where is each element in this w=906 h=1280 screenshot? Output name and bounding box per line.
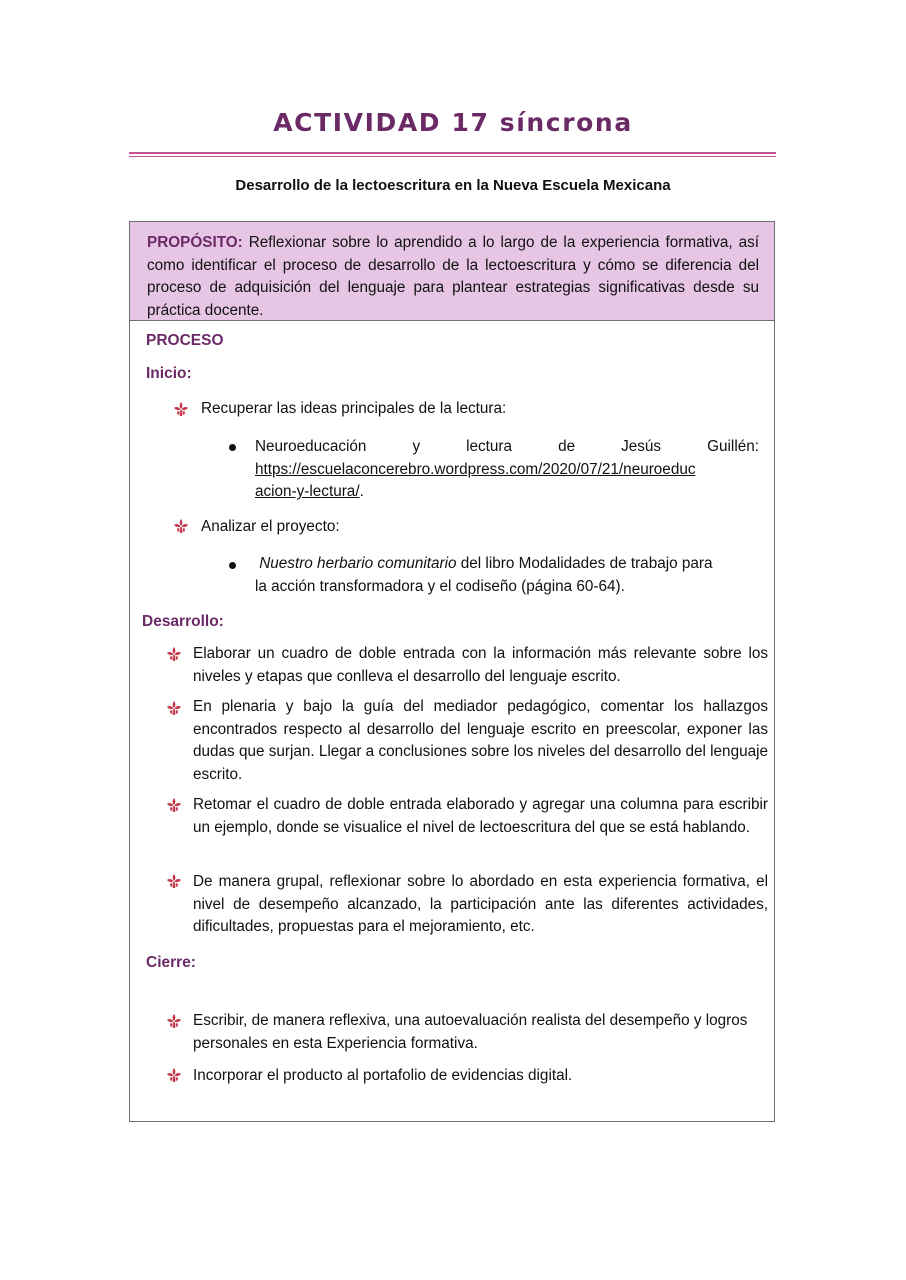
reading-author-line: [255, 436, 759, 459]
reading-link-cont[interactable]: acion-y-lectura/: [255, 483, 360, 501]
cierre-item-2: Incorporar el producto al portafolio de evidencias digital.: [193, 1067, 573, 1084]
desarrollo-item-3: Retomar el cuadro de doble entrada elaborado y agregar una columna para escribir un ejemplo, donde se visualice el nivel de lectoescritura del que se está hablando.: [193, 796, 768, 836]
reading-reference: [255, 436, 759, 504]
fleur-bullet-icon: [173, 401, 189, 417]
purpose-text: Reflexionar sobre lo aprendido a lo largo de la experiencia formativa, así como identificar el proceso de desarrollo de la lectoescritura y cómo se diferencia del proceso de adquisición del lenguaje para plantear estrategias significativas desde su práctica docente.: [147, 234, 760, 319]
desarrollo-heading: Desarrollo:: [142, 613, 224, 630]
inicio-item-1: Recuperar las ideas principales de la lectura:: [201, 400, 507, 417]
purpose-text-block: [147, 232, 759, 322]
project-reference: [255, 553, 765, 598]
desarrollo-item-4: De manera grupal, reflexionar sobre lo abordado en esta experiencia formativa, el nivel de desempeño alcanzado, la participación ante las diferentes actividades, dificultades, propuestas para el mejoramiento, etc.: [193, 873, 768, 936]
subtitle: Desarrollo de la lectoescritura en la Nueva Escuela Mexicana: [235, 177, 671, 194]
word: lectura: [466, 438, 513, 455]
reading-link[interactable]: https://escuelaconcerebro.wordpress.com/2020/07/21/neuroeduc: [255, 460, 696, 478]
bullet-dot-icon: [229, 562, 236, 569]
inicio-heading: Inicio:: [146, 365, 192, 382]
fleur-bullet-icon: [166, 873, 182, 889]
fleur-bullet-icon: [166, 797, 182, 813]
word: Guillén:: [707, 438, 759, 455]
page-title: ACTIVIDAD 17 síncrona: [273, 108, 633, 137]
fleur-bullet-icon: [166, 1067, 182, 1083]
desarrollo-item-1: Elaborar un cuadro de doble entrada con la información más relevante sobre los niveles y etapas que conlleva el desarrollo del lenguaje escrito.: [193, 645, 768, 685]
purpose-label: PROPÓSITO:: [147, 234, 243, 251]
fleur-bullet-icon: [166, 700, 182, 716]
project-text: del libro Modalidades de trabajo para: [456, 555, 713, 572]
inicio-item-2: Analizar el proyecto:: [201, 518, 340, 535]
fleur-bullet-icon: [173, 518, 189, 534]
fleur-bullet-icon: [166, 646, 182, 662]
link-period: .: [359, 483, 364, 501]
cierre-item-1: Escribir, de manera reflexiva, una autoevaluación realista del desempeño y logros personales en esta Experiencia formativa.: [193, 1012, 748, 1052]
word: Jesús: [621, 438, 662, 455]
title-rule: [129, 152, 776, 154]
project-title: Nuestro herbario comunitario: [259, 555, 457, 572]
word: de: [558, 438, 576, 455]
cierre-heading: Cierre:: [146, 954, 196, 971]
bullet-dot-icon: [229, 444, 236, 451]
title-rule-thin: [129, 156, 776, 157]
word: y: [412, 438, 421, 455]
word: Neuroeducación: [255, 438, 367, 455]
purpose-section: [130, 222, 774, 321]
desarrollo-item-2: En plenaria y bajo la guía del mediador pedagógico, comentar los hallazgos encontrados respecto al desarrollo del lenguaje escrito en preescolar, exponer las dudas que surjan. Llegar a conclusiones sobre los niveles del desarrollo del lenguaje escrito.: [193, 698, 768, 783]
fleur-bullet-icon: [166, 1013, 182, 1029]
proceso-heading: PROCESO: [146, 332, 224, 349]
project-text-cont: la acción transformadora y el codiseño (página 60-64).: [255, 577, 625, 595]
